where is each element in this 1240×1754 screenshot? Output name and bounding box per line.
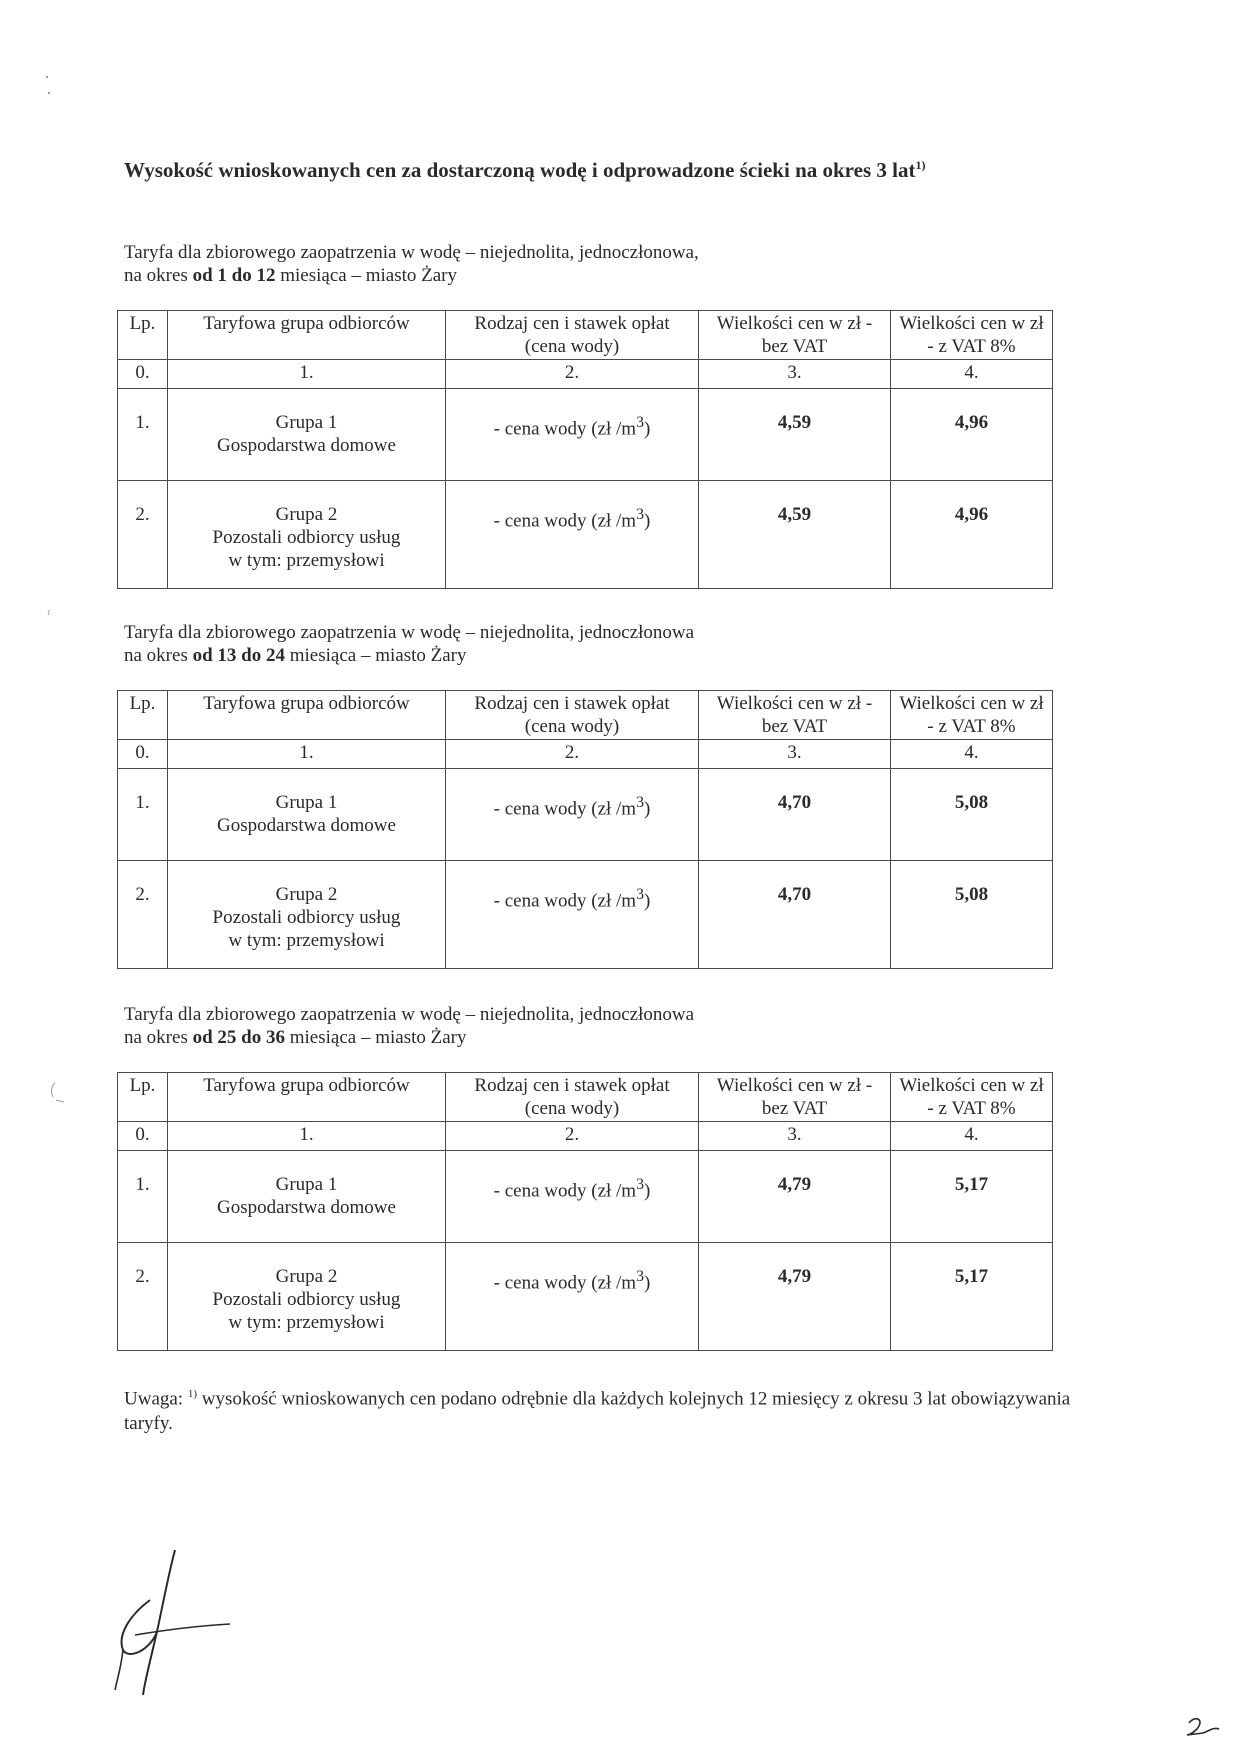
header-group: Taryfowa grupa odbiorców [168,691,446,740]
header-gross: Wielkości cen w zł - z VAT 8% [891,691,1053,740]
title-footnote: 1) [915,158,926,172]
row-gross-price: 5,17 [891,1243,1053,1351]
column-numbering-row: 0. 1. 2. 3. 4. [118,740,1053,769]
document-title: Wysokość wnioskowanych cen za dostarczoną wodę i odprowadzone ścieki na okres 3 lat$^{1)}$ [124,158,926,182]
handwritten-signature [105,1540,235,1700]
row-net-price: 4,79 [699,1151,891,1243]
header-gross: Wielkości cen w zł - z VAT 8% [891,1073,1053,1122]
table-row [118,1151,1053,1243]
tariff-table-1 [117,310,1053,589]
row-price-type: - cena wody (zł $/m^3$) [446,1243,699,1351]
section-1-line1: Taryfa dla zbiorowego zaopatrzenia w wodę – niejednolita, jednoczłonowa, [124,242,699,263]
column-numbering-row: 0. 1. 2. 3. 4. [118,360,1053,389]
table-row [118,861,1053,969]
header-lp: Lp. [118,691,168,740]
tariff-table-2 [117,690,1053,969]
row-lp: 1. [118,1151,168,1243]
row-net-price: 4,79 [699,1243,891,1351]
row-gross-price: 5,17 [891,1151,1053,1243]
table-row [118,1243,1053,1351]
row-lp: 1. [118,389,168,481]
header-net: Wielkości cen w zł - bez VAT [699,1073,891,1122]
row-net-price: 4,70 [699,769,891,861]
tariff-table-3 [117,1072,1053,1351]
row-price-type: - cena wody (zł $/m^3$) [446,769,699,861]
header-group: Taryfowa grupa odbiorców [168,311,446,360]
section-1-line2: na okres od 1 do 12 miesiąca – miasto Żary [124,265,457,286]
row-group: Grupa 2 Pozostali odbiorcy usług w tym: przemysłowi [168,861,446,969]
header-net: Wielkości cen w zł - bez VAT [699,691,891,740]
header-group: Taryfowa grupa odbiorców [168,1073,446,1122]
header-type: Rodzaj cen i stawek opłat (cena wody) [446,691,699,740]
row-group: Grupa 1 Gospodarstwa domowe [168,769,446,861]
row-group: Grupa 1 Gospodarstwa domowe [168,1151,446,1243]
row-price-type: - cena wody (zł $/m^3$) [446,481,699,589]
table-row [118,481,1053,589]
table-row [118,769,1053,861]
row-gross-price: 4,96 [891,389,1053,481]
row-lp: 1. [118,769,168,861]
section-3-line1: Taryfa dla zbiorowego zaopatrzenia w wodę – niejednolita, jednoczłonowa [124,1004,695,1025]
header-lp: Lp. [118,1073,168,1122]
handwritten-page-number [1185,1715,1225,1739]
section-2-line1: Taryfa dla zbiorowego zaopatrzenia w wodę – niejednolita, jednoczłonowa [124,622,695,643]
header-lp: Lp. [118,311,168,360]
row-net-price: 4,59 [699,389,891,481]
section-2-line2: na okres od 13 do 24 miesiąca – miasto Żary [124,645,467,666]
row-lp: 2. [118,481,168,589]
footnote: Uwaga: $^{1)}$ wysokość wnioskowanych cen podano odrębnie dla każdych kolejnych 12 miesięcy z okresu 3 lat obowiązywania taryfy. [124,1388,1071,1435]
section-1-heading [124,241,884,287]
row-price-type: - cena wody (zł $/m^3$) [446,1151,699,1243]
column-numbering-row: 0. 1. 2. 3. 4. [118,1122,1053,1151]
table-row [118,389,1053,481]
header-type: Rodzaj cen i stawek opłat (cena wody) [446,311,699,360]
row-lp: 2. [118,861,168,969]
row-group: Grupa 1 Gospodarstwa domowe [168,389,446,481]
table-header-row [118,1073,1053,1122]
section-2-heading [124,621,884,667]
row-net-price: 4,70 [699,861,891,969]
row-net-price: 4,59 [699,481,891,589]
row-group: Grupa 2 Pozostali odbiorcy usług w tym: przemysłowi [168,1243,446,1351]
table-header-row [118,691,1053,740]
row-gross-price: 4,96 [891,481,1053,589]
section-3-line2: na okres od 25 do 36 miesiąca – miasto Żary [124,1027,467,1048]
row-gross-price: 5,08 [891,769,1053,861]
header-gross: Wielkości cen w zł - z VAT 8% [891,311,1053,360]
header-type: Rodzaj cen i stawek opłat (cena wody) [446,1073,699,1122]
row-gross-price: 5,08 [891,861,1053,969]
row-lp: 2. [118,1243,168,1351]
row-price-type: - cena wody (zł $/m^3$) [446,861,699,969]
row-price-type: - cena wody (zł $/m^3$) [446,389,699,481]
section-3-heading [124,1003,884,1049]
row-group: Grupa 2 Pozostali odbiorcy usług w tym: przemysłowi [168,481,446,589]
table-header-row [118,311,1053,360]
header-net: Wielkości cen w zł - bez VAT [699,311,891,360]
